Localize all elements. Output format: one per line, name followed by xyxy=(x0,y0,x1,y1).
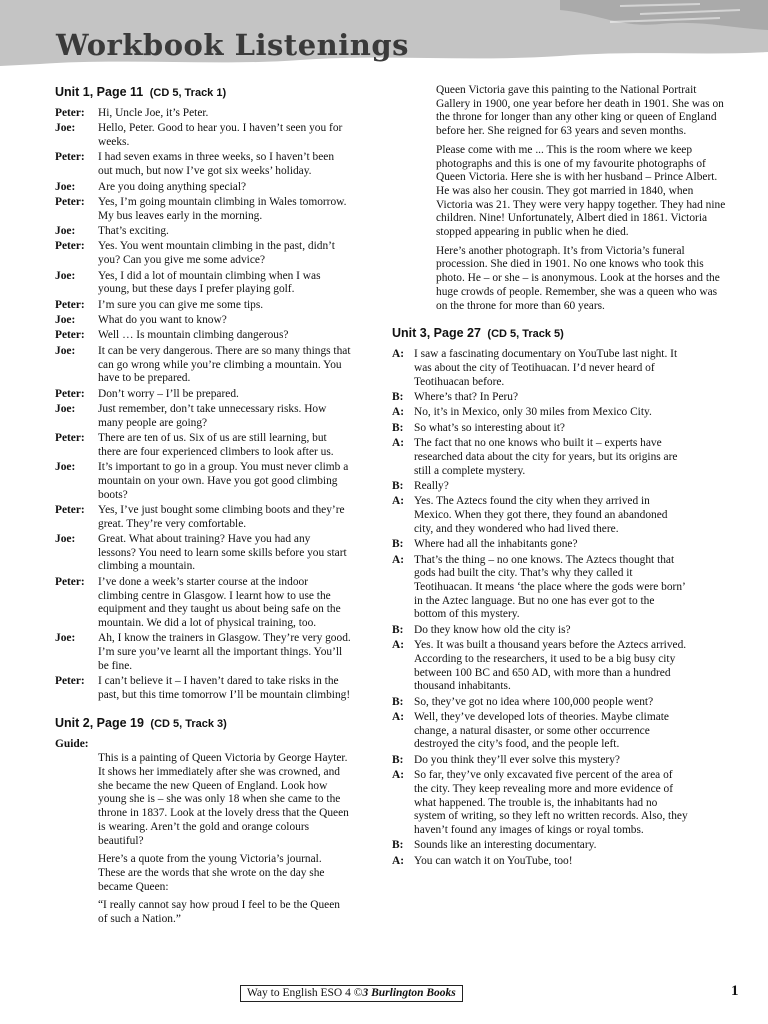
page-title: Workbook Listenings xyxy=(56,28,409,62)
dialogue-text: I had seven exams in three weeks, so I haven’t been out much, but now I’ve got six weeks’ holiday. xyxy=(98,151,335,178)
speaker: Peter: xyxy=(55,151,85,164)
dialogue-line xyxy=(392,422,688,436)
dialogue-text: So far, they’ve only excavated five percent of the area of the city. They keep revealing more and more evidence of what happened. The trouble is, the inhabitants had no system of writing, so they left no written records. Also, they haven’t found any images of kings or royal tombs. xyxy=(414,769,688,837)
dialogue-text: There are ten of us. Six of us are still learning, but there are four experienced climbers to look after us. xyxy=(98,432,334,458)
dialogue-text: Really? xyxy=(414,480,449,493)
speaker: Joe: xyxy=(55,344,76,357)
guide-label: Guide: xyxy=(55,737,89,750)
speaker: Peter: xyxy=(55,432,85,445)
dialogue-line xyxy=(55,270,351,297)
speaker: Peter: xyxy=(55,298,85,311)
dialogue-line xyxy=(55,632,351,673)
page-number: 1 xyxy=(731,983,739,999)
guide-paragraph: This is a painting of Queen Victoria by George Hayter. It shows her immediately after she was crowned, and she became the new Queen of England. Look how young she is – she was only 18 when she came to the throne in 1837. Look at the lovely dress that the Queen is wearing. Aren’t the gold and orange colours beautiful? xyxy=(98,752,349,847)
dialogue-text: Sounds like an interesting documentary. xyxy=(414,839,597,852)
dialogue-line xyxy=(392,624,688,638)
dialogue-line xyxy=(392,391,688,405)
dialogue-line xyxy=(392,406,688,420)
dialogue-line xyxy=(55,196,351,223)
dialogue-line xyxy=(55,675,351,702)
speaker: Joe: xyxy=(55,403,76,415)
dialogue-text: Just remember, don’t take unnecessary risks. How many people are going? xyxy=(98,403,327,429)
speaker: A: xyxy=(392,437,405,450)
dialogue-line xyxy=(55,461,351,502)
dialogue-text: The fact that no one knows who built it – experts have researched data about the city for years, but its origins are still a complete mystery. xyxy=(414,437,678,477)
dialogue-line xyxy=(55,314,351,328)
speaker: Peter: xyxy=(55,107,85,119)
speaker: A: xyxy=(392,639,405,652)
dialogue-text: Ah, I know the trainers in Glasgow. They’re very good. I’m sure you’ve learnt all the important things. You’ll be fine. xyxy=(98,632,351,672)
dialogue-line xyxy=(392,495,688,536)
dialogue-line xyxy=(55,107,351,121)
unit-3-title: Unit 3, Page 27 xyxy=(392,326,481,341)
dialogue-text: Well, they’ve developed lots of theories. Maybe climate change, a natural disaster, or some other occurrence destroyed the city’s food, and the people left. xyxy=(414,711,669,751)
dialogue-text: No, it’s in Mexico, only 30 miles from Mexico City. xyxy=(414,406,652,419)
dialogue-text: Do you think they’ll ever solve this mystery? xyxy=(414,753,620,766)
dialogue-text: Do they know how old the city is? xyxy=(414,623,571,636)
speaker: Joe: xyxy=(55,180,76,193)
unit-1-heading xyxy=(55,84,351,101)
dialogue-line xyxy=(392,639,688,694)
speaker: B: xyxy=(392,391,404,404)
dialogue-line xyxy=(55,225,351,239)
dialogue-text: Don’t worry – I’ll be prepared. xyxy=(98,387,239,400)
unit-3-heading xyxy=(392,325,688,342)
dialogue-line xyxy=(392,437,688,478)
dialogue-line xyxy=(392,839,688,853)
dialogue-line xyxy=(55,240,351,267)
dialogue-line xyxy=(392,711,688,752)
dialogue-line xyxy=(55,432,351,459)
dialogue-line xyxy=(55,122,351,149)
footer-credit xyxy=(240,985,463,1002)
dialogue-text: Where had all the inhabitants gone? xyxy=(414,538,578,551)
speaker: B: xyxy=(392,839,404,852)
speaker: Peter: xyxy=(55,575,85,588)
dialogue-text: Yes, I did a lot of mountain climbing when I was young, but these days I prefer playing golf. xyxy=(98,269,321,296)
speaker: Peter: xyxy=(55,675,85,688)
dialogue-text: So what’s so interesting about it? xyxy=(414,421,565,434)
speaker: A: xyxy=(392,769,405,782)
dialogue-text: It’s important to go in a group. You must never climb a mountain on your own. Have you got good climbing boots? xyxy=(98,461,349,501)
guide-paragraph: Please come with me ... This is the room where we keep photographs and this is one of my favourite photographs of Queen Victoria. Here she is with her husband – Prince Albert. He was also her cousin. They got married in 1840, when Victoria was 21. They were very happy together. They had nine children. Nine! Unfortunately, Albert died in 1861. Victoria stopped appearing in public when he died. xyxy=(436,143,726,239)
guide-paragraph: Queen Victoria gave this painting to the National Portrait Gallery in 1900, one year before her death in 1901. She was on the throne for longer than any other king or queen of England before her. She reigned for 63 years and seven months. xyxy=(436,84,724,138)
speaker: B: xyxy=(392,753,404,766)
unit-2-title: Unit 2, Page 19 xyxy=(55,715,144,730)
speaker: Joe: xyxy=(55,461,76,474)
unit-2-continued xyxy=(392,84,726,313)
dialogue-text: Great. What about training? Have you had any lessons? You need to learn some skills before you start climbing a mountain. xyxy=(98,533,347,573)
dialogue-line xyxy=(392,855,688,869)
dialogue-line xyxy=(55,576,351,631)
speaker: A: xyxy=(392,406,405,419)
dialogue-line xyxy=(392,696,688,710)
dialogue-text: Yes. It was built a thousand years before the Aztecs arrived. According to the researchers, it used to be a big busy city between 100 BC and 650 AD, with more than a hundred thousand inhabitants. xyxy=(414,639,687,693)
unit-2-cd-track: (CD 5, Track 3) xyxy=(150,717,227,730)
unit-1-section xyxy=(55,84,351,703)
guide-paragraph: Here’s another photograph. It’s from Victoria’s funeral procession. She died in 1901. No one knows who took this photo. He – or she – is anonymous. Look at the horses and the huge crowds of people. Remember, she was a queen who was on the throne for more than 60 years. xyxy=(436,244,720,312)
dialogue-text: Where’s that? In Peru? xyxy=(414,391,519,404)
dialogue-text: Hi, Uncle Joe, it’s Peter. xyxy=(98,107,209,119)
dialogue-text: You can watch it on YouTube, too! xyxy=(414,854,573,867)
dialogue-line xyxy=(392,538,688,552)
unit-3-cd-track: (CD 5, Track 5) xyxy=(487,328,564,341)
dialogue-line xyxy=(55,533,351,574)
dialogue-line xyxy=(55,151,351,178)
speaker: Peter: xyxy=(55,503,85,516)
dialogue-text: Well … Is mountain climbing dangerous? xyxy=(98,329,289,342)
speaker: Joe: xyxy=(55,225,76,238)
dialogue-text: I’m sure you can give me some tips. xyxy=(98,298,264,311)
dialogue-line xyxy=(392,348,688,389)
dialogue-line xyxy=(55,504,351,531)
unit-1-title: Unit 1, Page 11 xyxy=(55,85,144,99)
speaker: Joe: xyxy=(55,269,76,282)
speaker: A: xyxy=(392,495,405,508)
speaker: A: xyxy=(392,854,405,867)
speaker: A: xyxy=(392,711,405,724)
speaker: Joe: xyxy=(55,533,76,546)
speaker: Joe: xyxy=(55,314,76,327)
dialogue-text: That’s the thing – no one knows. The Aztecs thought that gods had built the city. That’s why they called it Teotihuacan. It means ‘the place where the gods were born’ in the Aztec language. But no one has ever got to the bottom of this mystery. xyxy=(414,553,685,621)
dialogue-line xyxy=(392,480,688,494)
right-column xyxy=(392,84,726,870)
dialogue-text: It can be very dangerous. There are so many things that can go wrong while you’re climbing a mountain. You have to be prepared. xyxy=(98,344,351,385)
speaker: Peter: xyxy=(55,329,85,342)
left-column xyxy=(55,84,351,932)
dialogue-text: Yes, I’ve just bought some climbing boots and they’re great. They’re very comfortable. xyxy=(98,503,345,530)
speaker: Peter: xyxy=(55,195,85,208)
unit-1-cd-track: (CD 5, Track 1) xyxy=(149,87,227,99)
dialogue-text: I saw a fascinating documentary on YouTube last night. It was about the city of Teotihuacan. I’d never heard of Teotihuacan before. xyxy=(414,348,678,388)
publisher-name: 3 Burlington Books xyxy=(362,987,456,999)
speaker: Joe: xyxy=(55,122,76,135)
dialogue-line xyxy=(55,299,351,313)
speaker: B: xyxy=(392,695,404,708)
speaker: Joe: xyxy=(55,632,76,645)
dialogue-line xyxy=(55,403,351,430)
speaker: B: xyxy=(392,480,404,493)
speaker: B: xyxy=(392,538,404,551)
dialogue-text: Yes. You went mountain climbing in the past, didn’t you? Can you give me some advice? xyxy=(98,240,335,267)
speaker: Peter: xyxy=(55,240,85,253)
dialogue-text: Hello, Peter. Good to hear you. I haven’t seen you for weeks. xyxy=(98,122,343,149)
dialogue-line xyxy=(392,554,688,623)
dialogue-text: Are you doing anything special? xyxy=(98,180,247,193)
dialogue-line xyxy=(392,754,688,768)
dialogue-line xyxy=(55,329,351,343)
guide-paragraph: Here’s a quote from the young Victoria’s journal. These are the words that she wrote on the day she became Queen: xyxy=(98,853,325,893)
guide-quote: “I really cannot say how proud I feel to be the Queen of such a Nation.” xyxy=(98,899,340,926)
dialogue-text: Yes. The Aztecs found the city when they arrived in Mexico. When they got there, they found an abandoned city, and they wondered who had lived there. xyxy=(414,495,668,535)
dialogue-line xyxy=(55,388,351,402)
dialogue-line xyxy=(55,181,351,195)
dialogue-line xyxy=(392,769,688,838)
dialogue-text: What do you want to know? xyxy=(98,314,227,327)
speaker: B: xyxy=(392,421,404,434)
dialogue-text: I’ve done a week’s starter course at the indoor climbing centre in Glasgow. I learnt how to use the equipment and they taught us about being safe on the mountain. We did a lot of physical training, too. xyxy=(98,575,341,629)
speaker: A: xyxy=(392,348,405,361)
unit-3-section xyxy=(392,325,688,868)
dialogue-line xyxy=(55,345,351,386)
speaker: Peter: xyxy=(55,387,85,400)
dialogue-text: So, they’ve got no idea where 100,000 people went? xyxy=(414,695,654,708)
speaker: A: xyxy=(392,553,405,566)
unit-2-heading xyxy=(55,715,351,732)
dialogue-text: I can’t believe it – I haven’t dared to take risks in the past, but this time tomorrow I’ll be mountain climbing! xyxy=(98,675,351,701)
unit-2-section xyxy=(55,715,351,927)
dialogue-text: That’s exciting. xyxy=(98,225,169,238)
speaker: B: xyxy=(392,623,404,636)
dialogue-text: Yes, I’m going mountain climbing in Wales tomorrow. My bus leaves early in the morning. xyxy=(98,195,347,222)
book-title: Way to English ESO 4 © xyxy=(247,987,363,999)
